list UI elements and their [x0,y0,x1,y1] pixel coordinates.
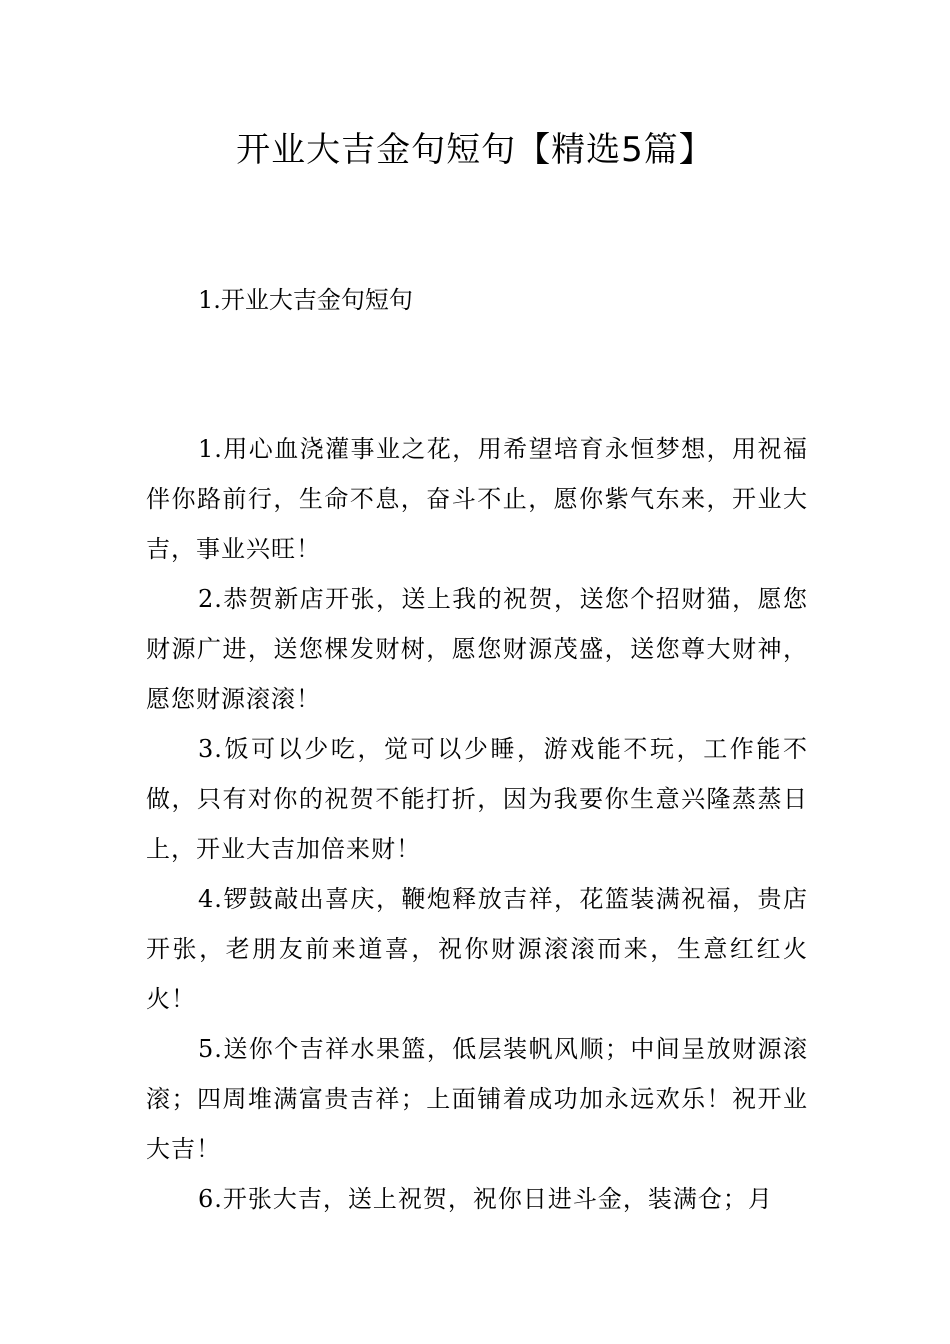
document-title: 开业大吉金句短句【精选5篇】 [236,130,714,170]
paragraph: 3.饭可以少吃，觉可以少睡，游戏能不玩，工作能不做，只有对你的祝贺不能打折，因为我要你生意兴隆蒸蒸日上，开业大吉加倍来财！ [146,735,808,863]
paragraph: 5.送你个吉祥水果篮，低层装帆风顺；中间呈放财源滚滚；四周堆满富贵吉祥；上面铺着成功加永远欢乐！祝开业大吉！ [146,1035,808,1163]
section-heading: 1.开业大吉金句短句 [198,286,413,314]
paragraph: 6.开张大吉，送上祝贺，祝你日进斗金，装满仓；月 [198,1185,773,1213]
paragraph: 4.锣鼓敲出喜庆，鞭炮释放吉祥，花篮装满祝福，贵店开张，老朋友前来道喜，祝你财源滚滚而来，生意红红火火！ [146,885,808,1013]
paragraph: 2.恭贺新店开张，送上我的祝贺，送您个招财猫，愿您财源广进，送您棵发财树，愿您财源茂盛，送您尊大财神，愿您财源滚滚！ [146,585,808,713]
paragraph: 1.用心血浇灌事业之花，用希望培育永恒梦想，用祝福伴你路前行，生命不息，奋斗不止，愿你紫气东来，开业大吉，事业兴旺！ [146,435,808,563]
body-text [146,424,808,1224]
